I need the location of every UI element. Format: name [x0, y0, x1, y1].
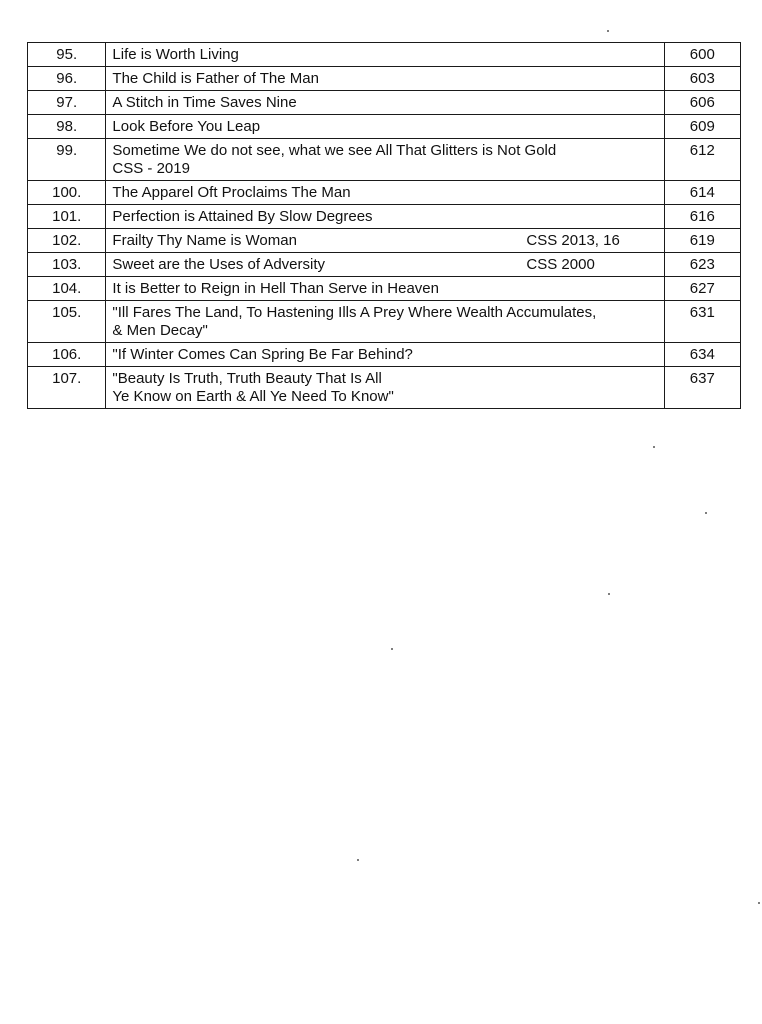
- entry-number: 100.: [28, 181, 106, 205]
- entry-title: [106, 115, 664, 139]
- entry-title-line: A Stitch in Time Saves Nine: [112, 94, 297, 111]
- entry-title-line: "If Winter Comes Can Spring Be Far Behind?: [112, 346, 413, 363]
- page-number: 614: [664, 181, 740, 205]
- entry-title: [106, 301, 664, 343]
- table-row: [28, 115, 741, 139]
- scan-speck: [357, 859, 359, 861]
- entry-title-line: Frailty Thy Name is Woman: [112, 232, 297, 249]
- entry-number: 107.: [28, 367, 106, 409]
- entry-number: 101.: [28, 205, 106, 229]
- entry-title-line: "Ill Fares The Land, To Hastening Ills A Prey Where Wealth Accumulates,: [112, 304, 597, 321]
- entry-title: [106, 367, 664, 409]
- entry-number: 104.: [28, 277, 106, 301]
- page-number: 600: [664, 43, 740, 67]
- scan-speck: [608, 593, 610, 595]
- entry-number: 95.: [28, 43, 106, 67]
- table-row: [28, 181, 741, 205]
- exam-reference: CSS 2000: [526, 256, 595, 273]
- entry-title: [106, 91, 664, 115]
- page-number: 603: [664, 67, 740, 91]
- entry-title-line: Perfection is Attained By Slow Degrees: [112, 208, 373, 225]
- table-row: [28, 343, 741, 367]
- entry-number: 97.: [28, 91, 106, 115]
- scan-speck: [705, 512, 707, 514]
- table-row: [28, 67, 741, 91]
- entry-number: 98.: [28, 115, 106, 139]
- contents-table-body: [28, 43, 741, 409]
- page-number: 616: [664, 205, 740, 229]
- scan-speck: [607, 30, 609, 32]
- entry-title-line: CSS - 2019: [112, 160, 190, 177]
- entry-title: [106, 43, 664, 67]
- entry-title-line: & Men Decay": [112, 322, 208, 339]
- table-row: [28, 229, 741, 253]
- entry-title: [106, 139, 664, 181]
- table-row: [28, 253, 741, 277]
- entry-number: 96.: [28, 67, 106, 91]
- table-row: [28, 277, 741, 301]
- entry-title: [106, 181, 664, 205]
- page-number: 612: [664, 139, 740, 181]
- entry-title: [106, 253, 664, 277]
- entry-title: [106, 229, 664, 253]
- table-row: [28, 205, 741, 229]
- page-number: 631: [664, 301, 740, 343]
- table-row: [28, 91, 741, 115]
- page-number: 619: [664, 229, 740, 253]
- entry-title-line: Life is Worth Living: [112, 46, 239, 63]
- page-number: 623: [664, 253, 740, 277]
- entry-title: [106, 205, 664, 229]
- contents-table: [27, 42, 741, 409]
- entry-title-line: The Apparel Oft Proclaims The Man: [112, 184, 351, 201]
- page-number: 627: [664, 277, 740, 301]
- table-row: [28, 43, 741, 67]
- entry-title: [106, 67, 664, 91]
- entry-title-line: Ye Know on Earth & All Ye Need To Know": [112, 388, 394, 405]
- table-row: [28, 367, 741, 409]
- entry-number: 105.: [28, 301, 106, 343]
- entry-number: 106.: [28, 343, 106, 367]
- entry-title-line: It is Better to Reign in Hell Than Serve in Heaven: [112, 280, 439, 297]
- entry-title-line: Sweet are the Uses of Adversity: [112, 256, 326, 273]
- entry-title-line: Sometime We do not see, what we see All That Glitters is Not Gold: [112, 142, 557, 159]
- table-row: [28, 139, 741, 181]
- entry-title: [106, 277, 664, 301]
- page-number: 609: [664, 115, 740, 139]
- table-row: [28, 301, 741, 343]
- entry-title-line: The Child is Father of The Man: [112, 70, 319, 87]
- scan-speck: [653, 446, 655, 448]
- page-number: 634: [664, 343, 740, 367]
- scan-speck: [391, 648, 393, 650]
- entry-number: 102.: [28, 229, 106, 253]
- page-number: 606: [664, 91, 740, 115]
- entry-title-line: Look Before You Leap: [112, 118, 261, 135]
- entry-title-line: "Beauty Is Truth, Truth Beauty That Is All: [112, 370, 382, 387]
- entry-title: [106, 343, 664, 367]
- exam-reference: CSS 2013, 16: [526, 232, 620, 249]
- entry-number: 99.: [28, 139, 106, 181]
- scan-speck: [758, 902, 760, 904]
- page-number: 637: [664, 367, 740, 409]
- entry-number: 103.: [28, 253, 106, 277]
